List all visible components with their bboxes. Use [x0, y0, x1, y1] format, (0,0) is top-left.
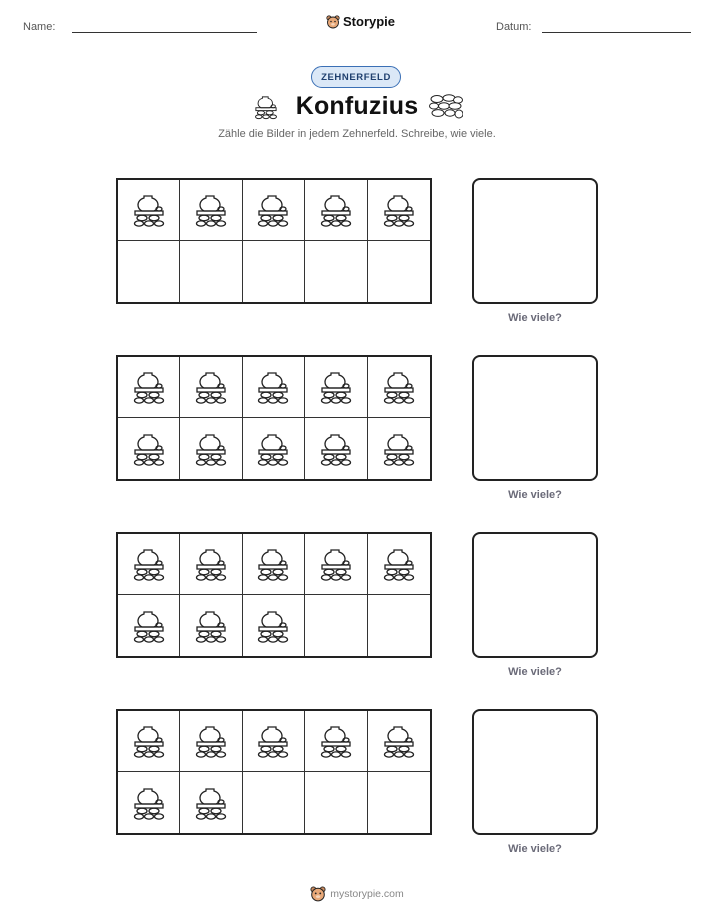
jar-on-stone-wall-icon — [131, 431, 167, 467]
ten-frame-cell — [243, 534, 305, 595]
ten-frame-cell — [368, 595, 430, 656]
footer — [0, 886, 714, 902]
ten-frame — [116, 709, 432, 835]
ten-frame-cell — [243, 241, 305, 302]
ten-frame — [116, 532, 432, 658]
page-title: Konfuzius — [295, 92, 419, 120]
jar-on-stone-wall-icon — [193, 369, 229, 405]
jar-on-stone-wall-icon — [318, 723, 354, 759]
ten-frame-cell — [180, 772, 242, 833]
jar-on-stone-wall-icon — [193, 723, 229, 759]
jar-on-stone-wall-icon — [381, 723, 417, 759]
storypie-bear-icon — [310, 886, 326, 902]
ten-frame-cell — [368, 772, 430, 833]
footer-url: mystorypie.com — [330, 888, 404, 900]
ten-frame-cell — [243, 418, 305, 479]
ten-frame-cell — [118, 711, 180, 772]
storypie-logo — [326, 14, 395, 29]
name-line[interactable] — [72, 32, 257, 33]
ten-frame-cell — [305, 357, 367, 418]
ten-frame-cell — [180, 418, 242, 479]
jar-on-stone-wall-icon — [255, 546, 291, 582]
ten-frame-cell — [305, 772, 367, 833]
jar-on-stone-wall-icon — [381, 431, 417, 467]
jar-on-stone-wall-icon — [255, 431, 291, 467]
ten-frame-cell — [305, 711, 367, 772]
ten-frame-cell — [305, 180, 367, 241]
ten-frame-cell — [180, 357, 242, 418]
ten-frame-cell — [305, 534, 367, 595]
name-label: Name: — [23, 21, 56, 33]
jar-on-stone-wall-icon — [131, 608, 167, 644]
ten-frame-cell — [243, 595, 305, 656]
instructions: Zähle die Bilder in jedem Zehnerfeld. Schreibe, wie viele. — [218, 128, 496, 140]
answer-box[interactable] — [472, 532, 598, 658]
ten-frame-cell — [305, 241, 367, 302]
ten-frame-cell — [118, 357, 180, 418]
ten-frame-cell — [118, 595, 180, 656]
ten-frame-cell — [368, 357, 430, 418]
ten-frame-cell — [180, 241, 242, 302]
stone-wall-icon — [429, 94, 463, 120]
how-many-label: Wie viele? — [508, 489, 562, 501]
ten-frame-cell — [368, 711, 430, 772]
ten-frame-cell — [243, 357, 305, 418]
brand-name: Storypie — [343, 14, 396, 29]
jar-on-stone-wall-icon — [318, 431, 354, 467]
answer-box[interactable] — [472, 178, 598, 304]
how-many-label: Wie viele? — [508, 666, 562, 678]
jar-on-stone-wall-icon — [193, 785, 229, 821]
answer-box[interactable] — [472, 709, 598, 835]
ten-frame-cell — [180, 711, 242, 772]
ten-frame-cell — [305, 595, 367, 656]
jar-on-stone-wall-icon — [318, 369, 354, 405]
storypie-bear-icon — [326, 15, 340, 29]
ten-frame-cell — [180, 595, 242, 656]
ten-frame-cell — [118, 534, 180, 595]
jar-on-stone-wall-icon — [381, 369, 417, 405]
ten-frame-cell — [368, 180, 430, 241]
ten-frame-cell — [118, 772, 180, 833]
jar-on-stone-wall-icon — [131, 723, 167, 759]
ten-frame-cell — [243, 180, 305, 241]
ten-frame-cell — [180, 534, 242, 595]
ten-frame-cell — [243, 711, 305, 772]
ten-frame — [116, 355, 432, 481]
ten-frame-cell — [118, 180, 180, 241]
how-many-label: Wie viele? — [508, 843, 562, 855]
ten-frame-cell — [180, 180, 242, 241]
worksheet-type-badge: ZEHNERFELD — [311, 66, 401, 88]
jar-on-stone-wall-icon — [193, 608, 229, 644]
ten-frame-cell — [118, 418, 180, 479]
jar-on-stone-wall-icon — [318, 546, 354, 582]
jar-on-stone-wall-icon — [255, 192, 291, 228]
jar-on-stone-wall-icon — [255, 723, 291, 759]
jar-on-stone-wall-icon — [131, 369, 167, 405]
ten-frame-cell — [118, 241, 180, 302]
jar-on-stone-wall-icon — [193, 192, 229, 228]
ten-frame-cell — [368, 241, 430, 302]
ten-frame-cell — [368, 534, 430, 595]
jar-on-stone-wall-icon — [381, 192, 417, 228]
how-many-label: Wie viele? — [508, 312, 562, 324]
ten-frame-cell — [305, 418, 367, 479]
jar-on-stone-wall-icon — [193, 546, 229, 582]
jar-on-stone-wall-icon — [131, 192, 167, 228]
jar-on-stone-wall-icon — [131, 546, 167, 582]
date-line[interactable] — [542, 32, 691, 33]
jar-on-stone-wall-icon — [255, 369, 291, 405]
jar-on-stone-wall-icon — [318, 192, 354, 228]
ten-frame-cell — [368, 418, 430, 479]
jar-on-stone-wall-icon — [255, 608, 291, 644]
jar-on-stone-wall-icon — [193, 431, 229, 467]
answer-box[interactable] — [472, 355, 598, 481]
jar-on-stone-wall-icon — [131, 785, 167, 821]
jar-on-stone-wall-icon — [381, 546, 417, 582]
ten-frame — [116, 178, 432, 304]
date-label: Datum: — [496, 21, 532, 33]
ten-frame-cell — [243, 772, 305, 833]
